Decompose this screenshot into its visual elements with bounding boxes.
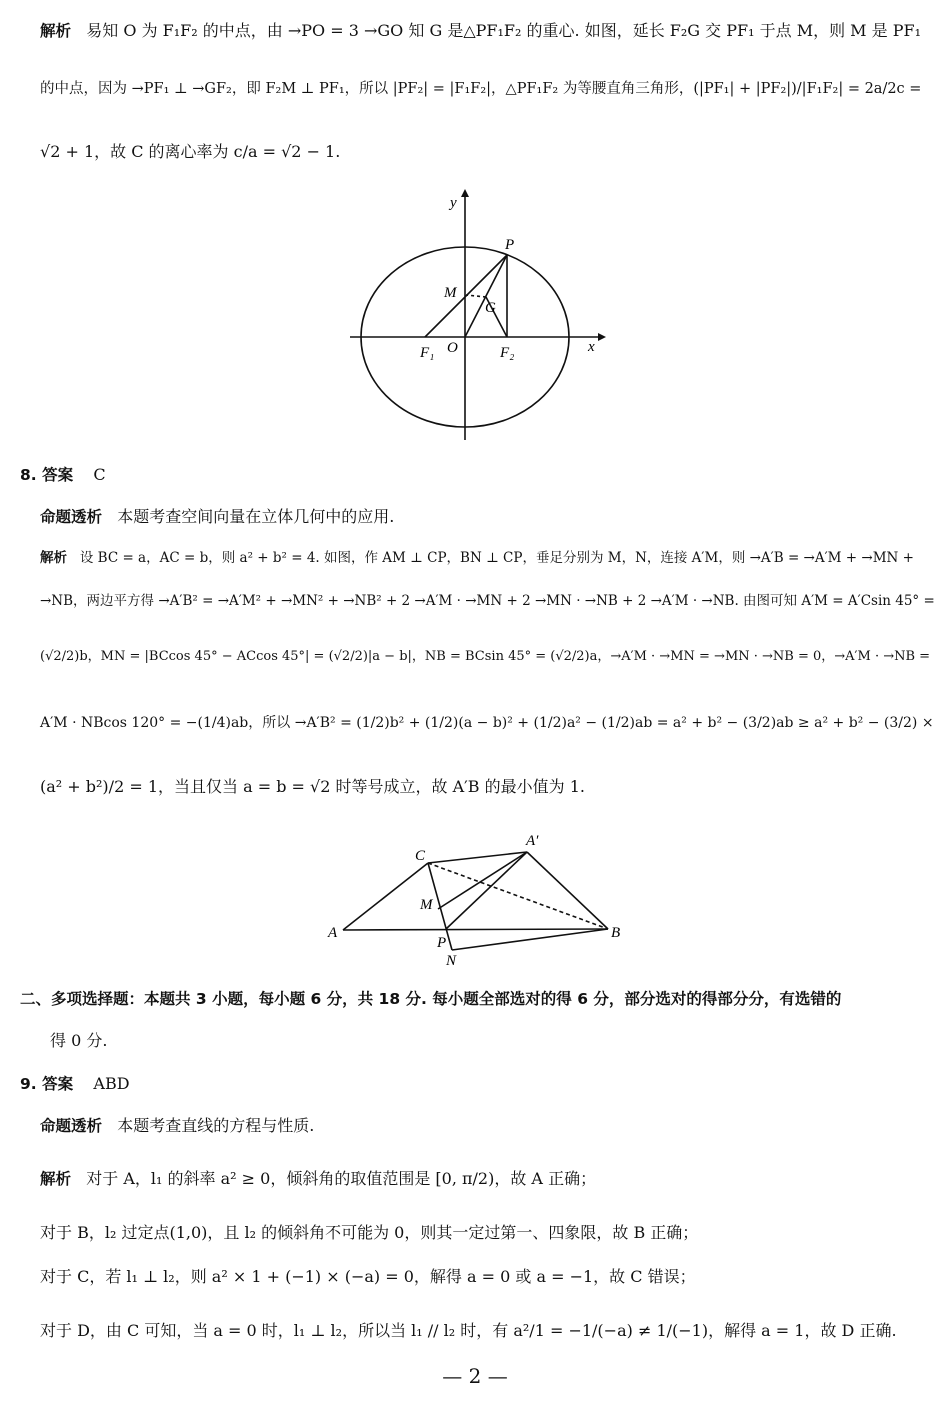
q9-jiexi-label: 解析 [40,1170,72,1188]
q9-jiexi-line1 [40,1168,596,1190]
segment-CB-dashed [428,863,608,929]
q8-heading [20,464,106,486]
label-P-tri: P [437,935,447,951]
segment-NB [452,929,608,950]
ellipse-figure [340,185,610,445]
label-M: M [444,285,457,301]
segment-AC [343,863,428,930]
segment-A-prime-B [527,852,608,929]
section2-heading-line2: 得 0 分. [50,1031,108,1050]
q9-answer-label: 9. 答案 [20,1075,74,1093]
label-B: B [611,925,621,941]
label-M-tri: M [420,897,433,913]
q7-text-line1: 易知 O 为 F₁F₂ 的中点，由 →PO = 3 →GO 知 G 是△PF₁F₂ 的重心. 如图，延长 F₂G 交 PF₁ 于点 M，则 M 是 PF₁ [86,21,922,40]
label-F1: F₁ [420,345,435,361]
segment-AB [343,929,608,930]
label-A: A [328,925,338,941]
q8-text-line4: A′M · NBcos 120° = −(1/4)ab，所以 →A′B² = (1/2)b² + (1/2)(a − b)² + (1/2)a² − (1/2)ab = a² + b² − (3/2)ab ≥ a² + b² − (3/2) × [40,715,934,731]
q8-jiexi-line5 [40,776,585,798]
segment-F1P [425,255,507,337]
q8-text-line3: (√2/2)b，MN = |BCcos 45° − ACcos 45°| = (√2/2)|a − b|，NB = BCsin 45° = (√2/2)a，→A′M · →MN = →MN · →NB = 0，→A′M · →NB = [40,649,931,664]
q8-text-line1: 设 BC = a，AC = b，则 a² + b² = 4. 如图，作 AM ⊥ CP，BN ⊥ CP，垂足分别为 M，N，连接 A′M，则 →A′B = →A′M + →MN + [79,550,914,566]
q8-answer-label: 8. 答案 [20,466,74,484]
q8-jiexi-line1 [40,547,914,569]
q8-toushi-label: 命题透析 [40,508,103,526]
label-C: C [415,848,426,864]
q9-heading [20,1073,130,1095]
q8-toushi-text: 本题考查空间向量在立体几何中的应用. [117,507,395,526]
q9-text-line3: 对于 C，若 l₁ ⊥ l₂，则 a² × 1 + (−1) × (−a) = 0，解得 a = 0 或 a = −1，故 C 错误； [40,1267,696,1286]
q7-text-line3: √2 + 1，故 C 的离心率为 c/a = √2 − 1. [40,142,341,161]
label-F2: F₂ [500,345,515,361]
y-axis-arrow [461,189,469,197]
q8-jiexi-line3 [40,646,930,668]
q8-toushi [40,506,394,528]
q9-text-line2: 对于 B，l₂ 过定点(1,0)，且 l₂ 的倾斜角不可能为 0，则其一定过第一、四象限，故 B 正确； [40,1223,699,1242]
q9-answer-value: ABD [93,1074,130,1093]
label-P: P [505,237,515,253]
q9-toushi [40,1115,314,1137]
page-number: — 2 — [442,1364,508,1388]
label-N: N [446,953,457,969]
q9-toushi-label: 命题透析 [40,1117,103,1135]
q9-toushi-text: 本题考查直线的方程与性质. [117,1116,315,1135]
q8-text-line5: (a² + b²)/2 = 1，当且仅当 a = b = √2 时等号成立，故 A′B 的最小值为 1. [40,777,585,796]
section2-heading-line1: 二、多项选择题：本题共 3 小题，每小题 6 分，共 18 分. 每小题全部选对的得 6 分，部分选对的得部分分，有选错的 [20,990,842,1008]
label-y: y [450,195,457,211]
segment-GM [466,295,486,297]
q7-text-line2: 的中点，因为 →PF₁ ⊥ →GF₂，即 F₂M ⊥ PF₁，所以 |PF₂| = |F₁F₂|，△PF₁F₂ 为等腰直角三角形，(|PF₁| + |PF₂|)/|F₁F₂| = 2a/2c = [40,81,922,97]
q8-text-line2: →NB，两边平方得 →A′B² = →A′M² + →MN² + →NB² + 2 →A′M · →MN + 2 →MN · →NB + 2 →A′M · →NB. 由图可知 A′M = A′Csin 45° = [40,593,935,609]
label-x: x [588,339,595,355]
q8-jiexi-label: 解析 [40,550,67,566]
q8-jiexi-line2 [40,590,935,612]
q9-text-line4: 对于 D，由 C 可知，当 a = 0 时，l₁ ⊥ l₂，所以当 l₁ // l₂ 时，有 a²/1 = −1/(−a) ≠ 1/(−1)，解得 a = 1，故 D 正确. [40,1321,897,1340]
label-O: O [447,340,458,356]
q8-jiexi-line4 [40,712,934,734]
q8-answer-value: C [93,465,106,484]
segment-A-prime-P [446,852,527,929]
q7-jiexi-line2 [40,78,921,100]
triangle-figure [320,825,640,970]
label-A-prime: A′ [526,833,539,849]
q9-text-line1: 对于 A，l₁ 的斜率 a² ≥ 0，倾斜角的取值范围是 [0, π/2)，故 A 正确； [86,1169,597,1188]
label-G: G [485,300,496,316]
q7-jiexi-line1 [40,20,921,42]
jiexi-label: 解析 [40,22,72,40]
q7-jiexi-line3 [40,141,340,163]
x-axis-arrow [598,333,606,341]
